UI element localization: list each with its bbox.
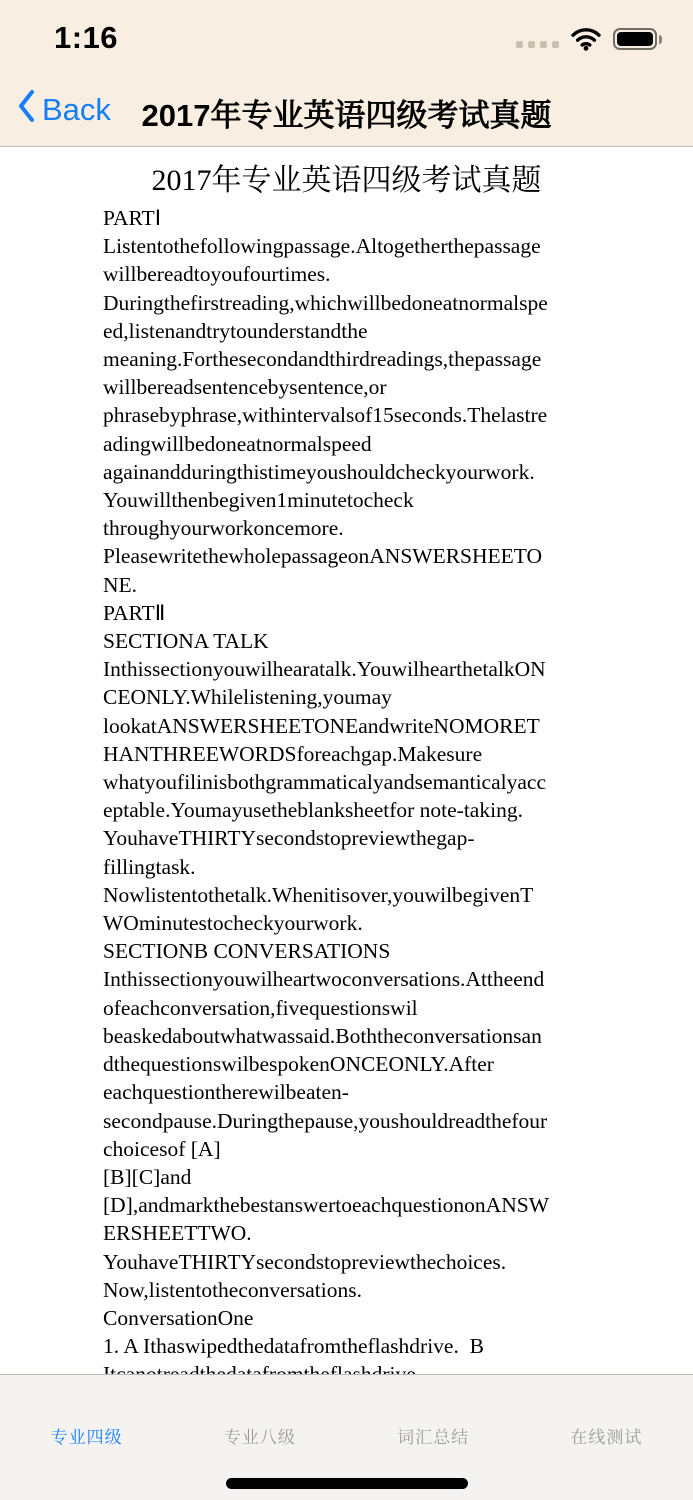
document-title: 2017年专业英语四级考试真题 bbox=[151, 164, 542, 197]
document-line: willbereadtoyoufourtimes. bbox=[103, 262, 331, 287]
tab-tem8[interactable]: 专业八级 bbox=[223, 1428, 296, 1447]
status-icons bbox=[516, 27, 662, 51]
status-bar bbox=[0, 20, 693, 54]
document-line: NE. bbox=[103, 572, 138, 597]
chevron-left-icon bbox=[16, 88, 36, 132]
document-line: CEONLY.Whilelistening,youmay bbox=[103, 685, 392, 710]
document-line: throughyourworkoncemore. bbox=[103, 516, 344, 541]
document-line: beaskedaboutwhatwassaid.Boththeconversationsan bbox=[103, 1023, 542, 1048]
document-line: eptable.Youmayusetheblanksheetfor note-taking. bbox=[103, 798, 523, 823]
tabs-container bbox=[0, 1375, 693, 1448]
document-line: Youwillthenbegiven1minutetocheck bbox=[103, 488, 414, 513]
document-line: willbereadsentencebysentence,or bbox=[103, 375, 387, 400]
document-line: Nowlistentothetalk.Whenitisover,youwilbegivenT bbox=[103, 882, 534, 907]
document-line: Inthissectionyouwilhearatalk.YouwilhearthetalkON bbox=[103, 657, 546, 682]
document-line: againandduringthistimeyoushouldcheckyourwork. bbox=[103, 459, 535, 484]
document-line: lookatANSWERSHEETONEandwriteNOMORET bbox=[103, 713, 540, 738]
document-line: PleasewritethewholepassageonANSWERSHEETO bbox=[103, 544, 543, 569]
document-line: Listentothefollowingpassage.Altogetherthepassage bbox=[103, 234, 541, 259]
document-line: YouhaveTHIRTYsecondstopreviewthechoices. bbox=[103, 1249, 507, 1274]
document-line: Duringthefirstreading,whichwillbedoneatnormalspe bbox=[103, 290, 548, 315]
document-line: SECTIONB CONVERSATIONS bbox=[103, 939, 391, 964]
document-line: secondpause.Duringthepause,youshouldreadthefour bbox=[103, 1108, 548, 1133]
document-line: PARTⅡ bbox=[103, 600, 166, 625]
document-line: [B][C]and bbox=[103, 1164, 192, 1189]
document-line: meaning.Forthesecondandthirdreadings,thepassage bbox=[103, 347, 542, 372]
document-line: eachquestiontherewilbeaten- bbox=[103, 1080, 349, 1105]
document-line: phrasebyphrase,withintervalsof15seconds.Thelastre bbox=[103, 403, 548, 428]
document-line: Now,listentotheconversations. bbox=[103, 1277, 362, 1302]
document-line: ofeachconversation,fivequestionswil bbox=[103, 995, 418, 1020]
document-line: 1. A Ithaswipedthedatafromtheflashdrive. B bbox=[103, 1334, 484, 1359]
tab-online-test[interactable]: 在线测试 bbox=[570, 1428, 643, 1447]
document-line: YouhaveTHIRTYsecondstopreviewthegap- bbox=[103, 826, 475, 851]
document-line: [D],andmarkthebestanswertoeachquestiononANSW bbox=[103, 1193, 549, 1218]
document-line: choicesof [A] bbox=[103, 1136, 221, 1161]
document-line: fillingtask. bbox=[103, 854, 196, 879]
document-line: ConversationOne bbox=[103, 1305, 254, 1330]
tab-vocabulary-summary[interactable]: 词汇总结 bbox=[397, 1428, 470, 1447]
tab-tem4[interactable]: 专业四级 bbox=[50, 1428, 123, 1447]
document-view[interactable] bbox=[0, 148, 693, 1374]
document-line: Inthissectionyouwilheartwoconversations.Attheend bbox=[103, 967, 545, 992]
document-line: whatyoufilinisbothgrammaticalyandsemanticalyacc bbox=[103, 770, 546, 795]
back-button-label: Back bbox=[42, 92, 111, 127]
document-line: dthequestionswilbespokenONCEONLY.After bbox=[103, 1052, 494, 1077]
wifi-icon bbox=[570, 27, 602, 51]
document-body bbox=[103, 204, 603, 1389]
battery-icon bbox=[613, 28, 662, 50]
home-indicator[interactable] bbox=[226, 1478, 468, 1489]
document-line: adingwillbedoneatnormalspeed bbox=[103, 431, 372, 456]
document-line: ed,listenandtrytounderstandthe bbox=[103, 318, 368, 343]
status-time: 1:16 bbox=[54, 20, 119, 55]
back-button[interactable] bbox=[16, 88, 111, 132]
page-title: 2017年专业英语四级考试真题 bbox=[141, 98, 552, 133]
document-line: WOminutestocheckyourwork. bbox=[103, 911, 363, 936]
cellular-signal-icon bbox=[516, 41, 559, 48]
navigation-bar bbox=[0, 88, 693, 136]
document-line: PARTⅠ bbox=[103, 206, 162, 230]
document-line: HANTHREEWORDSforeachgap.Makesure bbox=[103, 741, 483, 766]
header bbox=[0, 0, 693, 147]
document-line: ERSHEETTWO. bbox=[103, 1221, 252, 1246]
document-line: SECTIONA TALK bbox=[103, 629, 269, 654]
